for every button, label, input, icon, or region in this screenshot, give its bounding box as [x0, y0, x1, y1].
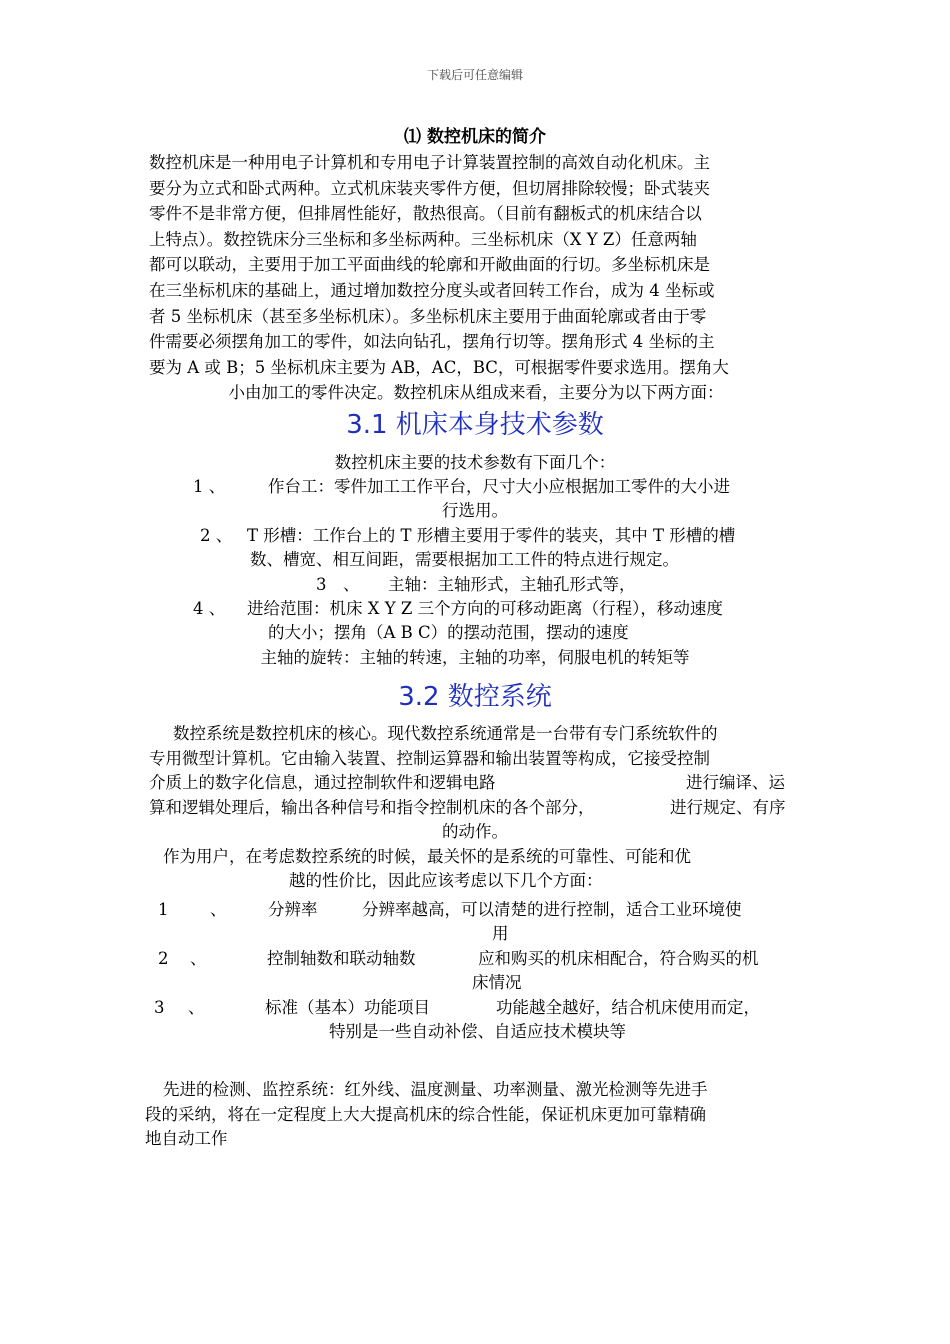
intro-line: 数控机床是一种用电子计算机和专用电子计算装置控制的高效自动化机床。主 — [149, 153, 710, 172]
intro-line: 要分为立式和卧式两种。立式机床装夹零件方便，但切屑排除较慢；卧式装夹 — [149, 178, 710, 198]
list-number: 4 、 — [193, 599, 226, 618]
section1-tail: 主轴的旋转：主轴的转速，主轴的功率，伺服电机的转矩等 — [260, 648, 690, 667]
list-item-line: 进给范围：机床 X Y Z 三个方向的可移动距离（行程），移动速度 — [247, 599, 723, 618]
intro-line: 小由加工的零件决定。数控机床从组成来看，主要分为以下两方面： — [228, 383, 724, 403]
list-sep: 、 — [190, 949, 207, 968]
intro-line: 零件不是非常方便，但排屑性能好，散热很高。（目前有翻板式的机床结合以 — [149, 204, 702, 224]
list-label: 控制轴数和联动轴数 — [267, 949, 416, 968]
section2-para-line: 进行规定、有序 — [670, 798, 786, 817]
section2-para-line: 地自动工作 — [145, 1129, 228, 1148]
list-item-line: 作台工：零件加工工作平台，尺寸大小应根据加工零件的大小进 — [268, 477, 730, 496]
section2-para-line: 段的采纳，将在一定程度上大大提高机床的综合性能，保证机床更加可靠精确 — [145, 1105, 706, 1124]
list-item-line: 用 — [492, 924, 509, 943]
list-number: 2 — [158, 949, 169, 968]
section2-para-line: 专用微型计算机。它由输入装置、控制运算器和输出装置等构成，它接受控制 — [149, 749, 710, 768]
list-number: 3 、 — [316, 575, 360, 594]
intro-paragraph — [149, 150, 803, 406]
list-item-line: 分辨率越高，可以清楚的进行控制，适合工业环境使 — [362, 900, 742, 919]
section2-para-line: 的动作。 — [442, 822, 508, 841]
list-item-line: 行选用。 — [442, 501, 508, 520]
section2-para-line: 数控系统是数控机床的核心。现代数控系统通常是一台带有专门系统软件的 — [173, 724, 718, 743]
intro-line: 在三坐标机床的基础上，通过增加数控分度头或者回转工作台，成为 4 坐标或 — [149, 280, 715, 300]
list-item-line: 特别是一些自动补偿、自适应技术模块等 — [329, 1022, 626, 1041]
list-item-line: 的大小；摆角（A B C）的摆动范围，摆动的速度 — [268, 623, 629, 642]
list-number: 1 — [158, 900, 169, 919]
intro-line: 上特点）。数控铣床分三坐标和多坐标两种。三坐标机床（X Y Z）任意两轴 — [149, 229, 697, 249]
list-item-line: 主轴：主轴形式，主轴孔形式等， — [388, 575, 636, 594]
intro-line: 者 5 坐标机床（甚至多坐标机床）。多坐标机床主要用于曲面轮廓或者由于零 — [149, 306, 707, 326]
list-item-line: 床情况 — [472, 973, 522, 992]
list-number: 2 、 — [200, 526, 233, 545]
list-label: 分辨率 — [268, 900, 318, 919]
section2-para-line: 进行编译、运 — [686, 773, 785, 792]
section2-para-line: 作为用户，在考虑数控系统的时候，最关怀的是系统的可靠性、可能和优 — [163, 847, 691, 866]
section2-para-line: 越的性价比，因此应该考虑以下几个方面： — [289, 871, 603, 890]
list-item-line: T 形槽：工作台上的 T 形槽主要用于零件的装夹，其中 T 形槽的槽 — [247, 526, 736, 545]
list-item-line: 应和购买的机床相配合，符合购买的机 — [478, 949, 759, 968]
section2-para-line: 先进的检测、监控系统：红外线、温度测量、功率测量、激光检测等先进手 — [163, 1080, 708, 1099]
section1-lead: 数控机床主要的技术参数有下面几个： — [334, 453, 616, 472]
list-sep: 、 — [188, 998, 205, 1017]
list-number: 3 — [154, 998, 165, 1017]
list-label: 标准（基本）功能项目 — [265, 998, 430, 1017]
list-item-line: 功能越全越好，结合机床使用而定， — [496, 998, 760, 1017]
page-header: 下载后可任意编辑 — [426, 68, 523, 82]
section2-para-line: 介质上的数字化信息，通过控制软件和逻辑电路 — [149, 773, 496, 792]
intro-line: 都可以联动，主要用于加工平面曲线的轮廓和开敞曲面的行切。多坐标机床是 — [149, 255, 710, 275]
section2-para-line: 算和逻辑处理后，输出各种信号和指令控制机床的各个部分， — [149, 798, 595, 817]
list-sep: 、 — [210, 900, 227, 919]
intro-line: 件需要必须摆角加工的零件，如法向钻孔，摆角行切等。摆角形式 4 坐标的主 — [149, 332, 715, 352]
list-item-line: 数、槽宽、相互间距，需要根据加工工件的特点进行规定。 — [250, 550, 679, 569]
page-title: ⑴ 数控机床的简介 — [404, 127, 546, 147]
intro-line: 要为 A 或 B；5 坐标机床主要为 AB，AC，BC，可根据零件要求选用。摆角大 — [149, 357, 729, 377]
list-number: 1 、 — [193, 477, 226, 496]
section-heading-3-1: 3.1 机床本身技术参数 — [346, 410, 604, 440]
section-heading-3-2: 3.2 数控系统 — [398, 682, 552, 712]
